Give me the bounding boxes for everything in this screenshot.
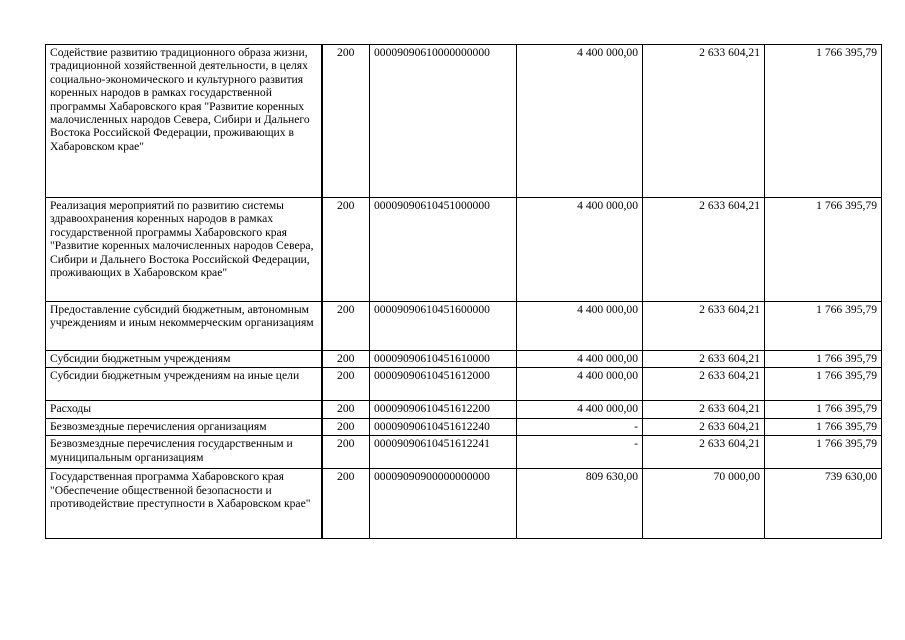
row-approved: 4 400 000,00: [517, 368, 643, 401]
budget-execution-table: [45, 44, 882, 539]
row-name: Реализация мероприятий по развитию системы здравоохранения коренных народов в рамках государственной программы Хабаровского края "Развитие коренных малочисленных народов Севера, Сибири и Дальнего Востока Российской Федерации, проживающих в Хабаровском крае": [46, 198, 322, 302]
row-remaining: 1 766 395,79: [765, 418, 882, 435]
row-remaining: 1 766 395,79: [765, 302, 882, 351]
row-name: Безвозмездные перечисления государственным и муниципальным организациям: [46, 436, 322, 469]
table-row: [46, 368, 882, 401]
row-code: 200: [322, 436, 370, 469]
row-executed: 70 000,00: [643, 469, 765, 539]
row-name: Субсидии бюджетным учреждениям: [46, 351, 322, 368]
row-kbk: 00009090610451612000: [370, 368, 517, 401]
row-code: 200: [322, 418, 370, 435]
table-row: [46, 198, 882, 302]
table-row: [46, 302, 882, 351]
row-approved: 4 400 000,00: [517, 401, 643, 418]
table-row: [46, 351, 882, 368]
row-executed: 2 633 604,21: [643, 368, 765, 401]
row-code: 200: [322, 469, 370, 539]
row-executed: 2 633 604,21: [643, 418, 765, 435]
row-name: Предоставление субсидий бюджетным, автономным учреждениям и иным некоммерческим организациям: [46, 302, 322, 351]
row-kbk: 00009090610451600000: [370, 302, 517, 351]
row-approved: 4 400 000,00: [517, 45, 643, 198]
row-name: Субсидии бюджетным учреждениям на иные цели: [46, 368, 322, 401]
row-code: 200: [322, 351, 370, 368]
row-kbk: 00009090610000000000: [370, 45, 517, 198]
row-kbk: 00009090610451612241: [370, 436, 517, 469]
row-executed: 2 633 604,21: [643, 436, 765, 469]
row-executed: 2 633 604,21: [643, 351, 765, 368]
row-code: 200: [322, 198, 370, 302]
table-row: [46, 45, 882, 198]
row-approved: 4 400 000,00: [517, 302, 643, 351]
row-name: Содействие развитию традиционного образа жизни, традиционной хозяйственной деятельности, в целях социально-экономического и культурного развития коренных народов в рамках государственной программы Хабаровского края "Развитие коренных малочисленных народов Севера, Сибири и Дальнего Востока Российской Федерации, проживающих в Хабаровском крае": [46, 45, 322, 198]
table-row: [46, 436, 882, 469]
table-row: [46, 418, 882, 435]
row-approved: 809 630,00: [517, 469, 643, 539]
table-row: [46, 469, 882, 539]
row-executed: 2 633 604,21: [643, 302, 765, 351]
row-name: Государственная программа Хабаровского края "Обеспечение общественной безопасности и противодействие преступности в Хабаровском крае": [46, 469, 322, 539]
row-executed: 2 633 604,21: [643, 401, 765, 418]
row-kbk: 00009090610451612240: [370, 418, 517, 435]
row-remaining: 1 766 395,79: [765, 351, 882, 368]
row-approved: -: [517, 436, 643, 469]
row-approved: -: [517, 418, 643, 435]
row-name: Расходы: [46, 401, 322, 418]
row-approved: 4 400 000,00: [517, 351, 643, 368]
row-remaining: 739 630,00: [765, 469, 882, 539]
row-executed: 2 633 604,21: [643, 198, 765, 302]
row-remaining: 1 766 395,79: [765, 436, 882, 469]
table-row: [46, 401, 882, 418]
row-remaining: 1 766 395,79: [765, 401, 882, 418]
row-name: Безвозмездные перечисления организациям: [46, 418, 322, 435]
row-kbk: 00009090610451612200: [370, 401, 517, 418]
row-remaining: 1 766 395,79: [765, 368, 882, 401]
row-kbk: 00009090610451610000: [370, 351, 517, 368]
row-code: 200: [322, 302, 370, 351]
row-kbk: 00009090900000000000: [370, 469, 517, 539]
row-code: 200: [322, 401, 370, 418]
row-code: 200: [322, 45, 370, 198]
row-kbk: 00009090610451000000: [370, 198, 517, 302]
row-executed: 2 633 604,21: [643, 45, 765, 198]
row-remaining: 1 766 395,79: [765, 45, 882, 198]
row-code: 200: [322, 368, 370, 401]
row-approved: 4 400 000,00: [517, 198, 643, 302]
row-remaining: 1 766 395,79: [765, 198, 882, 302]
